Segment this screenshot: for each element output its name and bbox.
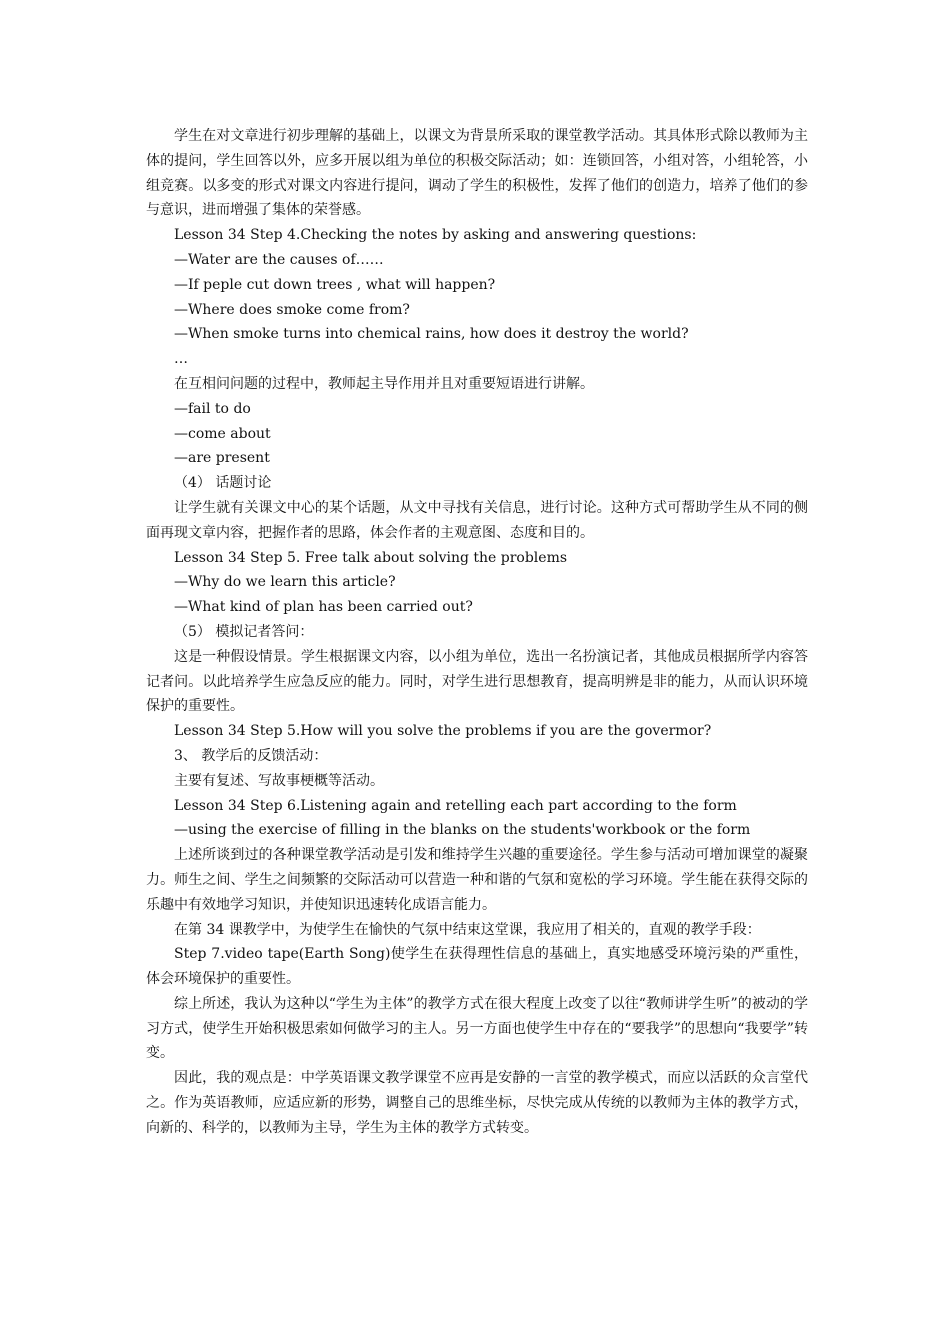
section-heading-4: （4） 话题讨论 [174, 475, 272, 492]
document-page [146, 124, 808, 1141]
question-line: —What kind of plan has been carried out? [174, 599, 473, 616]
paragraph-conclusion: 综上所述，我认为这种以“学生为主体”的教学方式在很大程度上改变了以往“教师讲学生听”的被动的学习方式，使学生开始积极思索如何做学习的主人。另一方面也使学生中存在的“要我学”的思想向“我要学”转变。 [146, 995, 808, 1062]
lesson-step-5-free-talk: Lesson 34 Step 5. Free talk about solving the problems [174, 549, 568, 566]
phrase-line: —come about [174, 425, 271, 442]
lesson-step-6: Lesson 34 Step 6.Listening again and retelling each part according to the form [174, 797, 737, 814]
lesson-step-5-governor: Lesson 34 Step 5.How will you solve the problems if you are the govermor? [174, 723, 712, 740]
lesson-step-4: Lesson 34 Step 4.Checking the notes by asking and answering questions: [174, 227, 697, 244]
workbook-line: —using the exercise of filling in the blanks on the students'workbook or the form [174, 822, 751, 839]
paragraph-summary-activities: 上述所谈到过的各种课堂教学活动是引发和维持学生兴趣的重要途径。学生参与活动可增加课堂的凝聚力。师生之间、学生之间频繁的交际活动可以营造一种和谐的气氛和宽松的学习环境。学生能在获得交际的乐趣中有效地学习知识，并使知识迅速转化成语言能力。 [146, 847, 808, 913]
paragraph-viewpoint: 因此，我的观点是：中学英语课文教学课堂不应再是安静的一言堂的教学模式，而应以活跃的众言堂代之。作为英语教师，应适应新的形势，调整自己的思维坐标，尽快完成从传统的以教师为主体的教学方式，向新的、科学的，以教师为主导，学生为主体的教学方式转变。 [146, 1070, 808, 1136]
feedback-activities-line: 主要有复述、写故事梗概等活动。 [174, 772, 384, 789]
paragraph-reporter: 这是一种假设情景。学生根据课文内容，以小组为单位，选出一名扮演记者，其他成员根据所学内容答记者问。以此培养学生应急反应的能力。同时，对学生进行思想教育，提高明辨是非的能力，从而认识环境保护的重要性。 [146, 648, 808, 715]
question-line: —Where does smoke come from? [174, 301, 410, 318]
teacher-role-line: 在互相问问题的过程中，教师起主导作用并且对重要短语进行讲解。 [174, 375, 594, 392]
question-line: —Water are the causes of…… [174, 251, 384, 268]
question-line: —Why do we learn this article? [174, 574, 396, 591]
question-line: —If peple cut down trees , what will happen? [174, 276, 496, 293]
lesson-34-teaching-line: 在第 34 课教学中，为使学生在愉快的气氛中结束这堂课，我应用了相关的，直观的教学手段： [174, 921, 761, 938]
phrase-line: —are present [174, 450, 270, 467]
phrase-line: —fail to do [174, 400, 251, 417]
section-heading-3: 3、 教学后的反馈活动： [174, 747, 328, 764]
ellipsis-line: … [174, 351, 188, 368]
paragraph-intro: 学生在对文章进行初步理解的基础上，以课文为背景所采取的课堂教学活动。其具体形式除以教师为主体的提问，学生回答以外，应多开展以组为单位的积极交际活动；如：连锁回答，小组对答，小组轮答，小组竞赛。以多变的形式对课文内容进行提问，调动了学生的积极性，发挥了他们的创造力，培养了他们的参与意识，进而增强了集体的荣誉感。 [146, 128, 808, 219]
paragraph-topic-discussion: 让学生就有关课文中心的某个话题，从文中寻找有关信息，进行讨论。这种方式可帮助学生从不同的侧面再现文章内容，把握作者的思路，体会作者的主观意图、态度和目的。 [146, 499, 808, 541]
question-line: —When smoke turns into chemical rains, how does it destroy the world? [174, 326, 689, 343]
section-heading-5: （5） 模拟记者答问： [174, 623, 314, 640]
paragraph-step-7: Step 7.video tape(Earth Song)使学生在获得理性信息的基础上，真实地感受环境污染的严重性，体会环境保护的重要性。 [146, 946, 808, 988]
